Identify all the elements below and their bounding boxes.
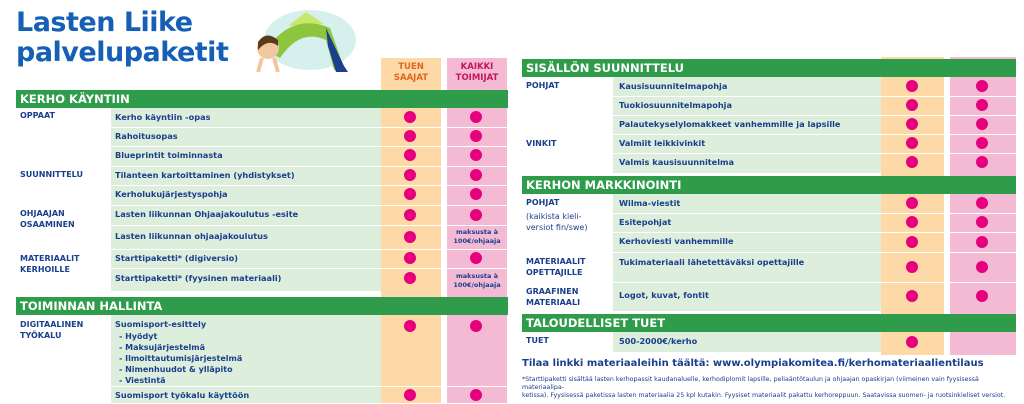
dot-marker xyxy=(404,320,416,332)
dot-marker xyxy=(906,80,918,92)
cat-line: GRAAFINEN xyxy=(526,287,579,296)
section-title: KERHON MARKKINOINTI xyxy=(526,178,682,192)
dot-marker xyxy=(906,216,918,228)
dot-marker xyxy=(976,118,988,130)
dot-marker xyxy=(976,236,988,248)
category-tuet: TUET xyxy=(526,336,549,345)
list-item: Kerholukujärjestyspohja xyxy=(115,189,228,199)
column-header-tuen-saajat xyxy=(381,58,441,88)
separator xyxy=(16,249,507,250)
separator xyxy=(522,134,1016,135)
cat-line: OHJAAJAN xyxy=(20,209,65,218)
section-title: TOIMINNAN HALLINTA xyxy=(20,299,163,313)
dot-marker xyxy=(470,320,482,332)
note-line: maksusta à xyxy=(456,228,498,236)
list-item: Logot, kuvat, fontit xyxy=(619,290,709,300)
col-a-line1: TUEN xyxy=(398,62,424,72)
col-a-line2: SAAJAT xyxy=(393,73,429,83)
col-b-line2: TOIMIJAT xyxy=(455,73,499,83)
list-item: Starttipaketti* (digiversio) xyxy=(115,253,238,263)
footnote-line: *Starttipaketti sisältää lasten kerhopassit kaudanaluelle, kerhodiplomit lapsille, peliaäntötaulun ja ohjaajan opaskirjan (viimeinen vain fyysisessä materiaalipa- xyxy=(522,376,979,391)
dot-marker xyxy=(906,137,918,149)
bullet-item: - Viestintä xyxy=(119,376,166,385)
cat-line: MATERIAALI xyxy=(526,298,581,307)
bullet-list xyxy=(119,331,242,386)
list-item: Kausisuunnitelmapohja xyxy=(619,81,728,91)
list-item: Tuokiosuunnitelmapohja xyxy=(619,100,732,110)
bullet-item: - Nimenhuudot & ylläpito xyxy=(119,365,233,374)
list-item: Wilma-viestit xyxy=(619,198,681,208)
dot-marker xyxy=(404,209,416,221)
category-oppaat: OPPAAT xyxy=(20,111,56,120)
dot-marker xyxy=(404,188,416,200)
category-pohjat: POHJAT xyxy=(526,81,560,90)
category-digitaalinen-tyokalu xyxy=(20,319,83,341)
section-title: SISÄLLÖN SUUNNITTELU xyxy=(526,61,684,75)
category-pohjat-markkinointi xyxy=(526,197,587,233)
cat-line: versiot fin/swe) xyxy=(526,223,588,232)
dot-marker xyxy=(906,197,918,209)
cat-line: POHJAT xyxy=(526,198,560,207)
note-line: 100€/ohjaaja xyxy=(453,237,501,245)
dot-marker xyxy=(470,111,482,123)
dot-marker xyxy=(404,111,416,123)
cat-line: KERHOILLE xyxy=(20,265,70,274)
list-item: Starttipaketti* (fyysinen materiaali) xyxy=(115,273,282,283)
cat-line: DIGITAALINEN xyxy=(20,320,84,329)
dot-marker xyxy=(404,149,416,161)
dot-marker xyxy=(404,169,416,181)
dot-marker xyxy=(404,252,416,264)
cat-line: OSAAMINEN xyxy=(20,220,75,229)
dot-marker xyxy=(470,169,482,181)
bullet-item: - Ilmoittautumisjärjestelmä xyxy=(119,354,243,363)
category-graafinen-materiaali xyxy=(526,286,580,308)
section-sisallon-suunnittelu xyxy=(522,59,1016,77)
list-item: 500-2000€/kerho xyxy=(619,336,698,346)
separator xyxy=(613,213,1016,214)
category-materiaalit-opettajille xyxy=(526,256,586,278)
cat-line: OPETTAJILLE xyxy=(526,268,583,277)
section-title: TALOUDELLISET TUET xyxy=(526,316,666,330)
dot-marker xyxy=(976,156,988,168)
cat-line: TYÖKALU xyxy=(20,331,62,340)
section-taloudelliset-tuet xyxy=(522,314,1016,332)
list-item: Blueprintit toiminnasta xyxy=(115,150,223,160)
note-line: maksusta à xyxy=(456,272,498,280)
dot-marker xyxy=(976,261,988,273)
list-item: Tilanteen kartoittaminen (yhdistykset) xyxy=(115,170,295,180)
dot-marker xyxy=(976,99,988,111)
dot-marker xyxy=(404,231,416,243)
section-kerhon-markkinointi xyxy=(522,176,1016,194)
cat-line: MATERIAALIT xyxy=(20,254,80,263)
footnote xyxy=(522,376,1017,400)
dot-marker xyxy=(976,137,988,149)
dot-marker xyxy=(470,389,482,401)
bullet-item: - Maksujärjestelmä xyxy=(119,343,205,352)
cat-line: MATERIAALIT xyxy=(526,257,586,266)
footnote-line: ketissa). Fyysisessä paketissa lasten materiaalia 25 kpl kutakin. Fyysiset materiaalit pakattu kerhoreppuun. Saatavissa suomen- ja ruotsinkieliset versiot. xyxy=(522,392,1006,399)
list-item: Palautekyselylomakkeet vanhemmille ja lapsille xyxy=(619,119,841,129)
dot-marker xyxy=(404,389,416,401)
category-materiaalit-kerhoille xyxy=(20,253,80,275)
title-line-1: Lasten Liike xyxy=(16,7,193,38)
dot-marker xyxy=(976,197,988,209)
page-title xyxy=(16,8,228,68)
column-header-kaikki-toimijat xyxy=(447,58,507,88)
dot-marker xyxy=(906,118,918,130)
list-item: Valmis kausisuunnitelma xyxy=(619,157,735,167)
col-b-line1: KAIKKI xyxy=(460,62,494,72)
dot-marker xyxy=(404,130,416,142)
section-toiminnan-hallinta xyxy=(16,297,508,315)
list-item: Tukimateriaali lähetettäväksi opettajille xyxy=(619,257,805,267)
note-line: 100€/ohjaaja xyxy=(453,281,501,289)
category-vinkit: VINKIT xyxy=(526,139,557,148)
dot-marker xyxy=(906,261,918,273)
dot-marker xyxy=(470,188,482,200)
dot-marker xyxy=(906,99,918,111)
dot-marker xyxy=(906,336,918,348)
dot-marker xyxy=(976,290,988,302)
list-item: Suomisport työkalu käyttöön xyxy=(115,390,250,400)
category-ohjaajan-osaaminen xyxy=(20,208,75,230)
list-item: Kerho käyntiin -opas xyxy=(115,112,211,122)
list-item: Suomisport-esittely xyxy=(115,319,207,329)
cat-line: (kaikista kieli- xyxy=(526,212,582,221)
list-item: Rahoitusopas xyxy=(115,131,178,141)
list-item: Lasten liikunnan Ohjaajakoulutus -esite xyxy=(115,209,299,219)
list-item: Esitepohjat xyxy=(619,217,672,227)
separator xyxy=(111,225,507,226)
dot-marker xyxy=(470,209,482,221)
price-note xyxy=(447,228,507,246)
list-item: Kerhoviesti vanhemmille xyxy=(619,236,734,246)
dot-marker xyxy=(906,290,918,302)
list-item: Lasten liikunnan ohjaajakoulutus xyxy=(115,231,268,241)
section-title: KERHO KÄYNTIIN xyxy=(20,92,130,106)
list-item: Valmiit leikkivinkit xyxy=(619,138,706,148)
title-line-2: palvelupaketit xyxy=(16,37,229,68)
dot-marker xyxy=(906,156,918,168)
price-note xyxy=(447,272,507,290)
bullet-item: - Hyödyt xyxy=(119,332,158,341)
category-suunnittelu: SUUNNITTELU xyxy=(20,170,83,179)
separator xyxy=(522,282,1016,283)
dot-marker xyxy=(404,272,416,284)
dot-marker xyxy=(470,130,482,142)
dot-marker xyxy=(976,216,988,228)
dot-marker xyxy=(470,252,482,264)
dot-marker xyxy=(976,80,988,92)
section-kerho-kayntiin xyxy=(16,90,508,108)
dot-marker xyxy=(470,149,482,161)
dot-marker xyxy=(906,236,918,248)
order-link[interactable]: Tilaa linkki materiaaleihin täältä: www.olympiakomitea.fi/kerhomateriaalientilaus xyxy=(522,358,984,369)
child-bridge-illustration xyxy=(248,6,358,78)
